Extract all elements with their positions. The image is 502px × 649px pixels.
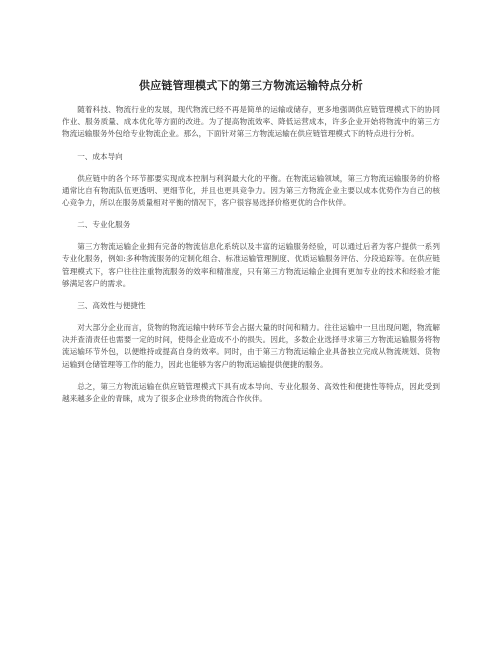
section-heading-efficiency: 三、高效性与便捷性: [77, 301, 146, 311]
section-body-professional: 第三方物流运输企业拥有完备的物流信息化系统以及丰富的运输服务经验，可以通过后者为客户提供一系列专业化服务，例如:多种物流服务的定制化组合、标准运输管理制度、优质运输服务评估、分段追踪等。在供应链管理模式下，客户往往注重物流服务的效率和精准度，只有第三方物流运输企业拥有更加专业的技术和经验才能够满足客户的需求。: [62, 242, 440, 288]
section-body-efficiency: 对大部分企业而言，货物的物流运输中转环节会占据大量的时间和精力。往往运输中一旦出现问题，物流解决并查清责任也需要一定的时间，使得企业造成不小的损失。因此，多数企业选择寻求第三方物流运输服务将物流运输环节外包，以便维持或提高自身的效率。同时，由于第三方物流运输企业具备独立完成从物流规划、货物运输到仓储管理等工作的能力，因此也能够为客户的物流运输提供便捷的服务。: [62, 323, 440, 369]
section-body-cost: 供应链中的各个环节都要实现成本控制与利润最大化的平衡。在物流运输领域，第三方物流运输服务的价格通常比自有物流队伍更透明、更细节化，并且也更具竞争力。因为第三方物流企业主要以成本优势作为自己的核心竞争力，所以在服务质量相对平衡的情况下，客户很容易选择价格更优的合作伙伴。: [62, 173, 440, 208]
intro-paragraph: 随着科技、物流行业的发展，现代物流已经不再是简单的运输或储存，更多地强调供应链管理模式下的协同作业、服务质量、成本优化等方面的改进。为了提高物流效率、降低运营成本，许多企业开始将物流中的第三方物流运输服务外包给专业物流企业。那么，下面针对第三方物流运输在供应链管理模式下的特点进行分析。: [62, 105, 440, 139]
section-heading-professional: 二、专业化服务: [77, 220, 131, 230]
document-title: 供应链管理模式下的第三方物流运输特点分析: [139, 79, 363, 92]
conclusion-paragraph: 总之，第三方物流运输在供应链管理模式下具有成本导向、专业化服务、高效性和便捷性等特点，因此受到越来越多企业的青睐，成为了很多企业珍贵的物流合作伙伴。: [62, 381, 440, 404]
document-body: [62, 78, 440, 415]
section-heading-cost: 一、成本导向: [77, 151, 123, 161]
